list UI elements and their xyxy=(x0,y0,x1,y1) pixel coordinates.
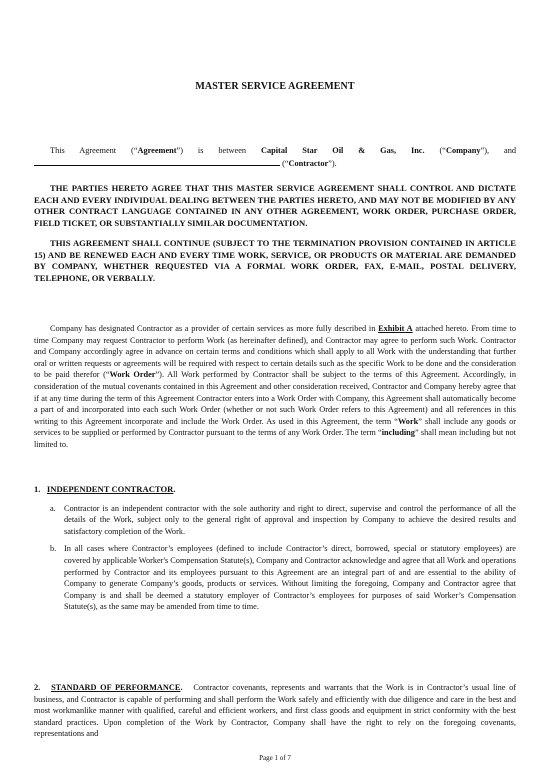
renewal-clause xyxy=(34,238,516,284)
control-clause-text: THE PARTIES HERETO AGREE THAT THIS MASTER SERVICE AGREEMENT SHALL CONTROL AND DICTATE EACH AND EVERY INDIVIDUAL DEALING BETWEEN THE PARTIES HERETO, AND MAY NOT BE MODIFIED BY ANY OTHER CONTRACT LANGUAGE CONTAINED IN ANY OTHER AGREEMENT, WORK ORDER, PURCHASE ORDER, FIELD TICKET, OR SUBSTANTIALLY SIMILAR DOCUMENTATION. xyxy=(34,183,516,228)
intro-line2-tail: (“ xyxy=(280,158,289,168)
work-term: Work xyxy=(397,416,419,426)
section-2-number: 2. xyxy=(34,683,41,692)
intro-middle3: ”), and xyxy=(480,146,517,155)
section-2-text: Contractor covenants, represents and warrants that the Work is in Contractor’s usual line of business, and Contractor is capable of performing and shall perform the Work safely and efficiently with due diligence and care in the best and most workmanlike manner with qualified, careful and efficient workers, and first class goods and equipment in strict conformity with the best standard practices. Upon completion of the Work by Contractor, Company shall have the right to rely on the foregoing covenants, representations and xyxy=(34,683,516,739)
recitals-part2: attached hereto. From time to time Company may request Contractor to perform Work (as hereinafter defined), and Contractor may agree to perform such Work. Contractor and Company accordingly agree in advance on certain terms and conditions which shall apply to all Work with the understanding that further oral or written requests or agreements will be required with respect to certain details such as the specific Work to be done and the consideration to be paid therefor (“ xyxy=(34,324,516,380)
document-title: MASTER SERVICE AGREEMENT xyxy=(195,81,355,92)
section-1-title: INDEPENDENT CONTRACTOR xyxy=(46,484,174,494)
section-independent-contractor xyxy=(34,484,516,619)
recitals-part1: Company has designated Contractor as a provider of certain services as more fully described in xyxy=(50,324,379,333)
list-item xyxy=(50,503,516,538)
recitals-part5: ” shall mean including but not limited to. xyxy=(34,428,516,449)
recitals-part3: ”). All Work performed by Contractor shall be subject to the terms of this Agreement. Accordingly, in consideration of the mutual covenants contained in this Agreement and other consideration received, Contractor and Company hereby agree that if at any time during the term of this Agreement Contractor enters into a Work Order with Company, this Agreement shall automatically become a part of and incorporated into each such Work Order (whether or not such Work Order refers to this Agreement) and all references in this writing to this Agreement incorporate and include the Work Order. As used in this Agreement, the term “ xyxy=(34,370,516,426)
work-order-term: Work Order xyxy=(109,370,156,380)
contractor-term: Contractor xyxy=(288,158,329,168)
section-1-number: 1. xyxy=(34,484,41,494)
list-item xyxy=(50,543,516,613)
section-2-title: STANDARD OF PERFORMANCE xyxy=(51,683,181,692)
company-name: Capital Star Oil & Gas, Inc. xyxy=(261,146,425,155)
company-term: Company xyxy=(445,146,481,155)
item-label: b. xyxy=(50,544,57,554)
intro-lead: This Agreement (“ xyxy=(50,146,138,155)
contractor-name-blank[interactable] xyxy=(34,157,280,166)
agreement-term: Agreement xyxy=(137,146,177,155)
renewal-clause-text: THIS AGREEMENT SHALL CONTINUE (SUBJECT TO THE TERMINATION PROVISION CONTAINED IN ARTICLE 15) AND BE RENEWED EACH AND EVERY TIME WORK, SERVICE, OR PRODUCTS OR MATERIAL ARE DEMANDED BY COMPANY, WHETHER REQUESTED VIA A FORMAL WORK ORDER, FAX, E-MAIL, POSTAL DELIVERY, TELEPHONE, OR VERBALLY. xyxy=(34,238,516,283)
item-label: a. xyxy=(50,503,56,513)
intro-middle1: ”) is between xyxy=(176,146,261,155)
recitals-part4: ” shall include any goods or services to be supplied or performed by Contractor pursuant to the terms of any Work Order. The term “ xyxy=(34,416,516,438)
section-1-items xyxy=(34,503,516,613)
exhibit-a-reference: Exhibit A xyxy=(378,324,413,333)
item-text: In all cases where Contractor’s employees (defined to include Contractor’s direct, borrowed, special or statutory employees) are covered by applicable Worker's Compensation Statute(s), Company and Contractor acknowledge and agree that all Work and operations performed by Contractor and its employees pursuant to this Agreement are an integral part of and are essential to the ability of Company to generate Company’s goods, products or services. Without limiting the foregoing, Company and Contractor agree that Company is and shall be deemed a statutory employer of Contractor’s employees for purposes of said Worker’s Compensation Statute(s), as the same may be amended from time to time. xyxy=(64,544,516,612)
including-term: including xyxy=(381,428,415,438)
item-text: Contractor is an independent contractor with the sole authority and right to direct, supervise and control the performance of all the details of the Work, subject only to the general right of approval and inspection by Company to achieve the desired results and satisfactory completion of the Work. xyxy=(64,503,516,536)
section-standard-of-performance: 2. STANDARD OF PERFORMANCE. Contractor covenants, represents and warrants that the Work is in Contractor’s usual line of business, and Contractor is capable of performing and shall perform the Work safely and efficiently with due diligence and care in the best and most workmanlike manner with qualified, careful and efficient workers, and first class goods and equipment in strict conformity with the best standard practices. Upon completion of the Work by Contractor, Company shall have the right to rely on the foregoing covenants, representations and xyxy=(34,683,516,739)
intro-end: ”). xyxy=(328,158,337,168)
control-clause xyxy=(34,183,516,229)
page-number: Page 1 of 7 xyxy=(259,754,291,762)
intro-middle2: (“ xyxy=(424,146,446,155)
section-1-heading: 1. INDEPENDENT CONTRACTOR. xyxy=(34,484,176,494)
recitals-paragraph xyxy=(34,323,516,451)
intro-paragraph xyxy=(34,145,516,169)
